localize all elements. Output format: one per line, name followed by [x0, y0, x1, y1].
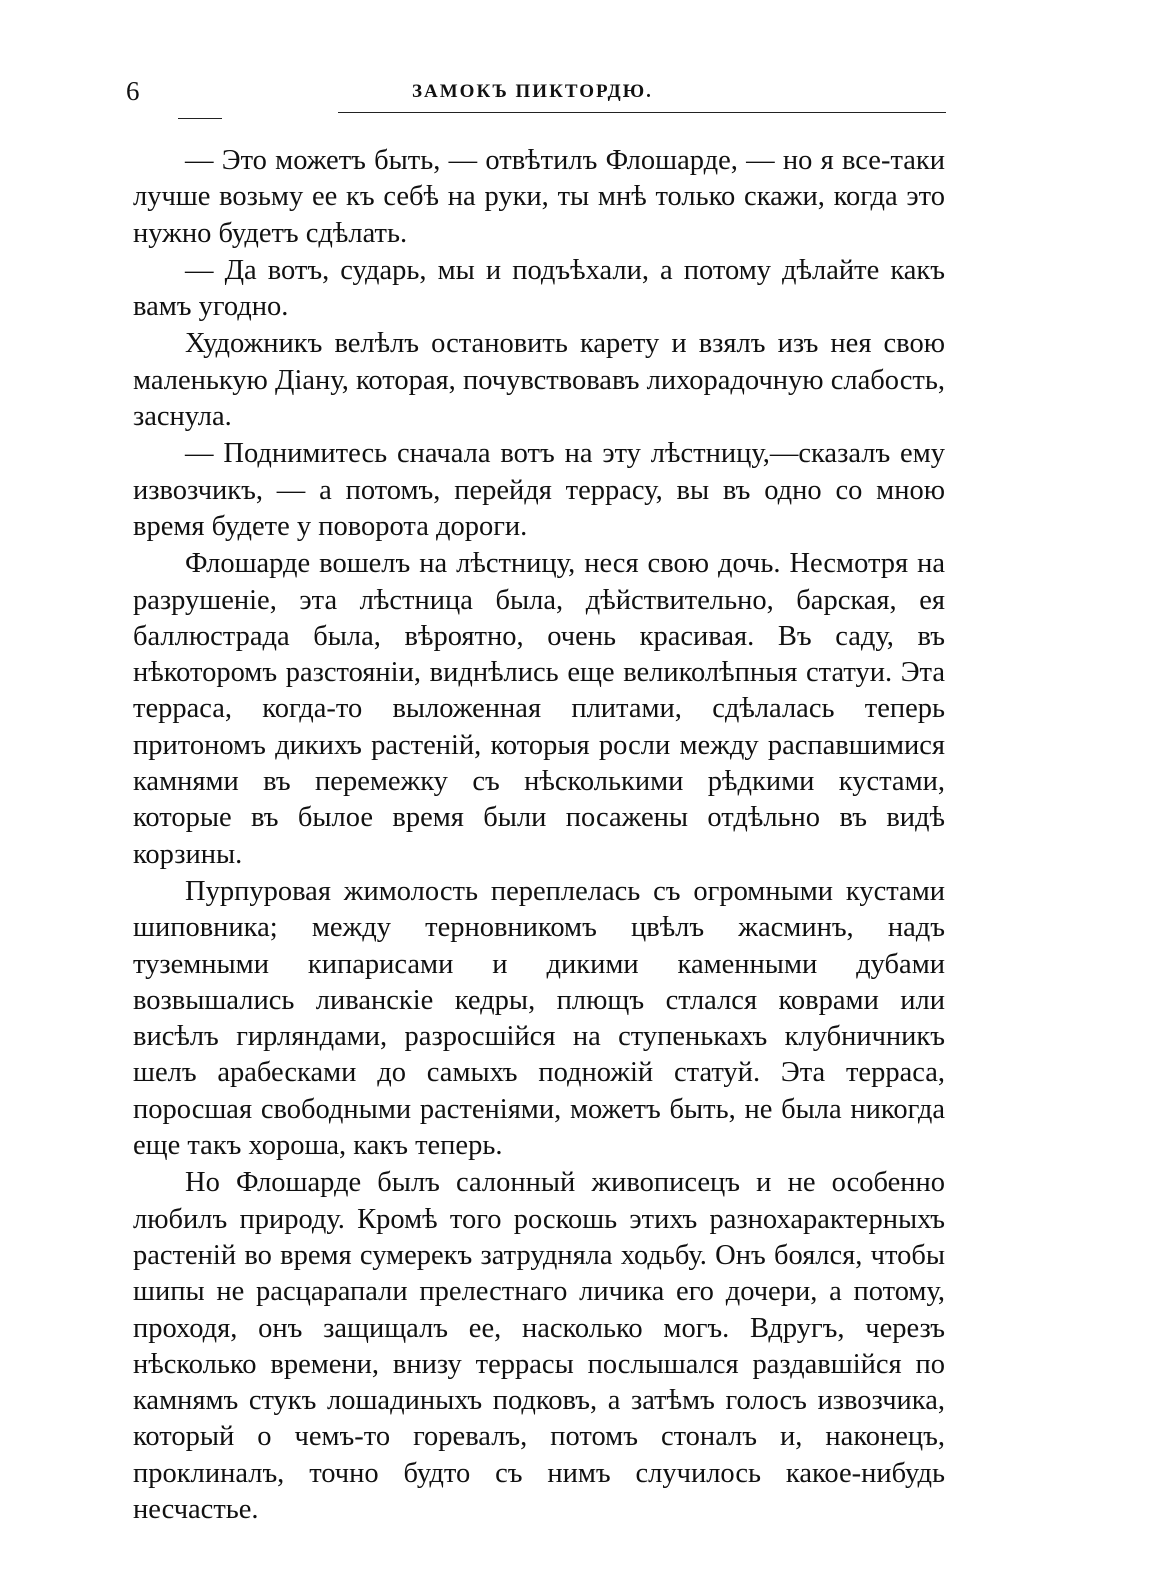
- page-number: 6: [126, 76, 140, 106]
- paragraph: Флошарде вошелъ на лѣстницу, неся свою дочь. Несмотря на разрушеніе, эта лѣстница была, дѣйствительно, барская, ея баллюстрада была, вѣроятно, очень красивая. Въ саду, въ нѣкоторомъ разстояніи, виднѣлись еще великолѣпныя статуи. Эта терраса, когда-то выложенная плитами, сдѣлалась теперь притономъ дикихъ растеній, которыя росли между распавшимися камнями въ перемежку съ нѣсколькими рѣдкими кустами, которые въ былое время были посажены отдѣльно въ видѣ корзины.: [133, 548, 945, 870]
- paragraph: — Да вотъ, сударь, мы и подъѣхали, а потому дѣлайте какъ вамъ угодно.: [133, 254, 945, 323]
- paragraph: — Поднимитесь сначала вотъ на эту лѣстницу,—сказалъ ему извозчикъ, — а потомъ, перейдя террасу, вы въ одно со мною время будете у поворота дороги.: [133, 438, 945, 542]
- paragraph: Пурпуровая жимолость переплелась съ огромными кустами шиповника; между терновникомъ цвѣлъ жасминъ, надъ туземными кипарисами и дикими каменными дубами возвышались ливанскіе кедры, плющъ стлался коврами или висѣлъ гирляндами, разросшійся на ступенькахъ клубничникъ шелъ арабесками до самыхъ подножій статуй. Эта терраса, поросшая свободными растеніями, можетъ быть, не была никогда еще такъ хороша, какъ теперь.: [133, 875, 945, 1162]
- header-rule-long: [338, 112, 946, 113]
- paragraph: Но Флошарде былъ салонный живописецъ и не особенно любилъ природу. Кромѣ того роскошь этихъ разнохарактерныхъ растеній во время сумерекъ затрудняла ходьбу. Онъ боялся, чтобы шипы не расцарапали прелестнаго личика его дочери, а потому, проходя, онъ защищалъ ее, насколько могъ. Вдругъ, черезъ нѣсколько времени, внизу террасы послышался раздавшійся по камнямъ стукъ лошадиныхъ подковъ, а затѣмъ голосъ извозчика, который о чемъ-то горевалъ, потомъ стоналъ и, наконецъ, проклиналъ, точно будто съ нимъ случилось какое-нибудь несчастье.: [133, 1167, 945, 1525]
- body-text: [133, 143, 945, 1528]
- paragraph: Художникъ велѣлъ остановить карету и взялъ изъ нея свою маленькую Діану, которая, почувствовавъ лихорадочную слабость, заснула.: [133, 328, 945, 433]
- page-header: [126, 74, 946, 134]
- running-title: ЗАМОКЪ ПИКТОРДЮ.: [412, 81, 653, 102]
- header-rule-short: [178, 118, 222, 119]
- paragraph: — Это можетъ быть, — отвѣтилъ Флошарде, — но я все-таки лучше возьму ее къ себѣ на руки, ты мнѣ только скажи, когда это нужно будетъ сдѣлать.: [133, 145, 945, 249]
